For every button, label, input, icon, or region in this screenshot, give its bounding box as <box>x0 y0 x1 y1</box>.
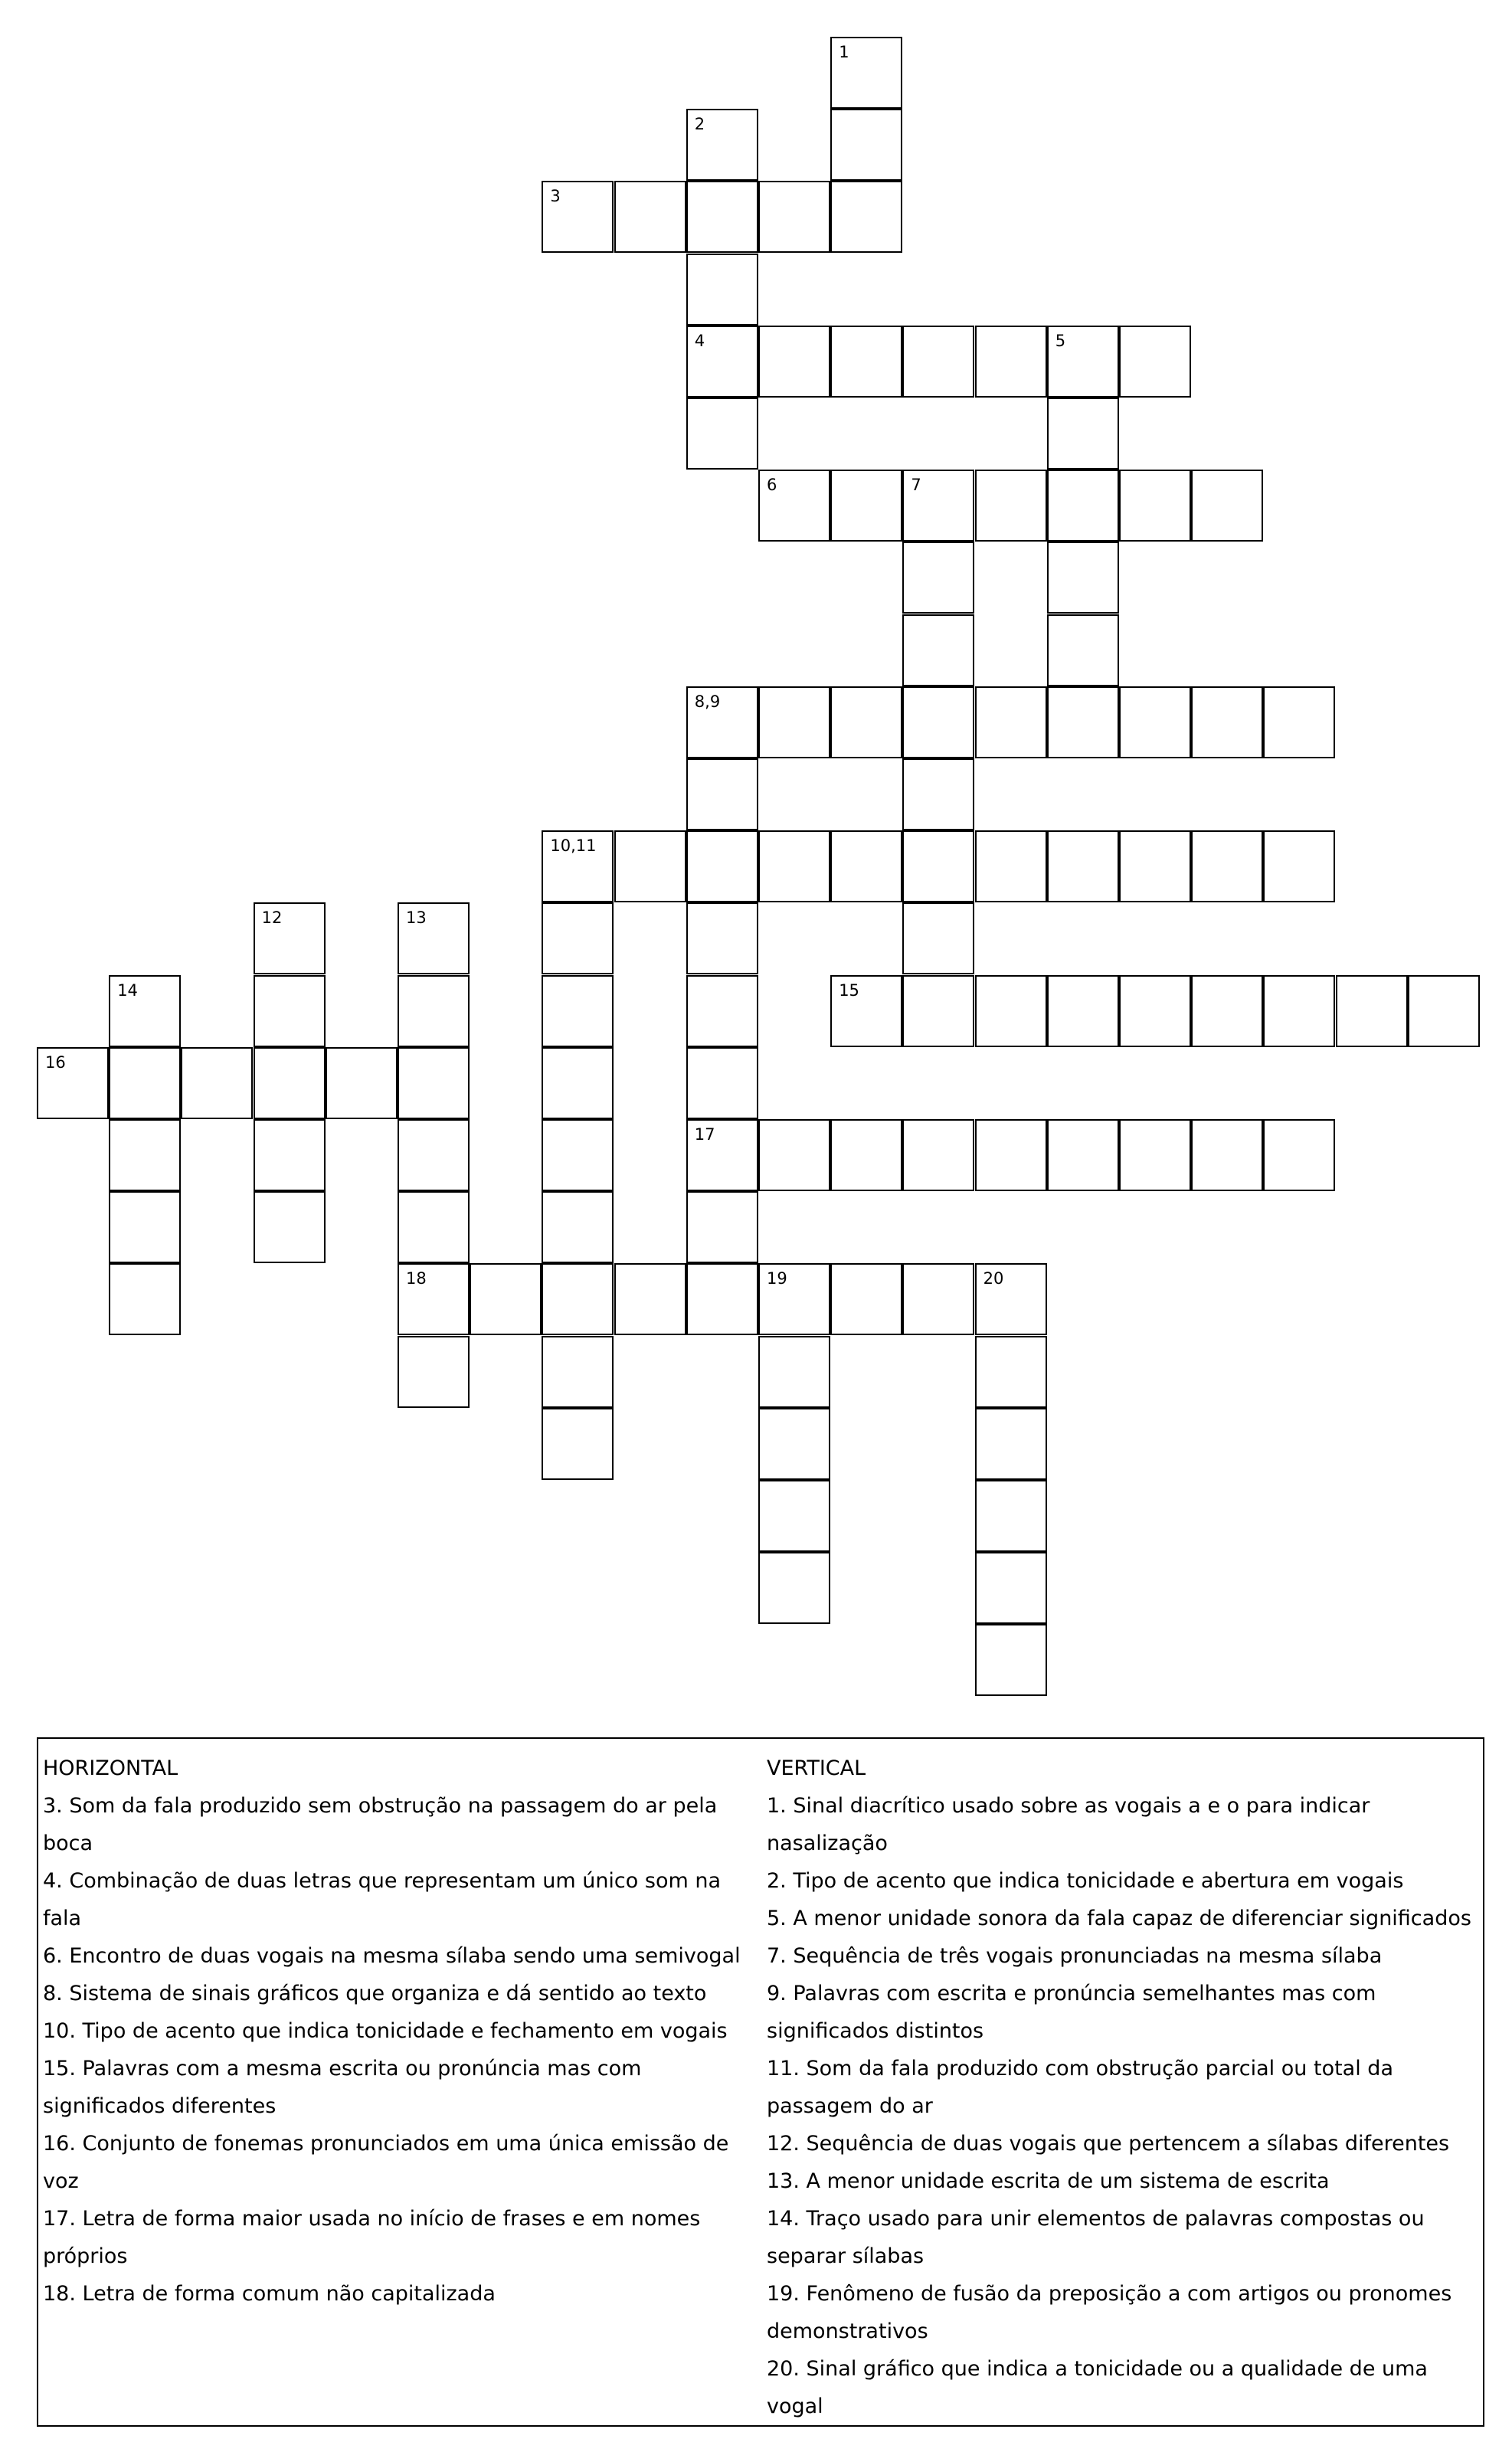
clue-line: 6. Encontro de duas vogais na mesma sílaba sendo uma semivogal <box>43 1944 741 1968</box>
crossword-cell[interactable] <box>1119 975 1191 1047</box>
crossword-cell[interactable] <box>326 1047 398 1119</box>
crossword-cell[interactable] <box>830 975 902 1047</box>
clue-number: 10,11 <box>550 836 597 856</box>
crossword-cell[interactable] <box>1263 830 1335 902</box>
crossword-cell[interactable] <box>1336 975 1408 1047</box>
clues-box <box>37 1737 1484 2427</box>
crossword-cell[interactable] <box>1047 326 1119 398</box>
clue-number: 8,9 <box>694 692 721 711</box>
crossword-cell[interactable] <box>902 1263 974 1335</box>
crossword-cell[interactable] <box>758 326 830 398</box>
clue-line: 12. Sequência de duas vogais que pertencem a sílabas diferentes <box>767 2132 1450 2156</box>
crossword-cell[interactable] <box>975 1336 1047 1408</box>
clue-line: 15. Palavras com a mesma escrita ou pronúncia mas com <box>43 2057 642 2080</box>
crossword-cell[interactable] <box>830 37 902 109</box>
crossword-cell[interactable] <box>1047 830 1119 902</box>
crossword-cell[interactable] <box>975 1480 1047 1552</box>
clue-number: 3 <box>550 187 561 206</box>
crossword-cell[interactable] <box>398 1191 470 1263</box>
crossword-cell[interactable] <box>975 470 1047 542</box>
crossword-cell[interactable] <box>398 1336 470 1408</box>
crossword-cell[interactable] <box>975 326 1047 398</box>
crossword-cell[interactable] <box>1119 1119 1191 1191</box>
crossword-cell[interactable] <box>109 1191 181 1263</box>
crossword-cell[interactable] <box>686 830 758 902</box>
crossword-cell[interactable] <box>1047 398 1119 470</box>
crossword-cell[interactable] <box>902 975 974 1047</box>
clue-number: 12 <box>261 908 283 928</box>
crossword-cell[interactable] <box>830 181 902 253</box>
crossword-cell[interactable] <box>542 902 614 974</box>
crossword-cell[interactable] <box>686 109 758 181</box>
crossword-cell[interactable] <box>1263 975 1335 1047</box>
clue-number: 14 <box>117 980 138 1000</box>
clue-line: 7. Sequência de três vogais pronunciadas na mesma sílaba <box>767 1944 1383 1968</box>
crossword-cell[interactable] <box>398 975 470 1047</box>
crossword-cell[interactable] <box>37 1047 109 1119</box>
crossword-cell[interactable] <box>686 181 758 253</box>
clue-number: 20 <box>983 1269 1004 1288</box>
horizontal-heading: HORIZONTAL <box>43 1756 178 1780</box>
clue-line: boca <box>43 1832 93 1855</box>
crossword-cell[interactable] <box>254 1191 326 1263</box>
clue-number: 6 <box>767 476 777 495</box>
crossword-cell[interactable] <box>686 254 758 326</box>
clue-line: 11. Som da fala produzido com obstrução parcial ou total da <box>767 2057 1393 2080</box>
crossword-cell[interactable] <box>470 1263 542 1335</box>
clue-line: voz <box>43 2169 79 2193</box>
crossword-cell[interactable] <box>902 326 974 398</box>
crossword-cell[interactable] <box>686 398 758 470</box>
crossword-cell[interactable] <box>398 1263 470 1335</box>
crossword-cell[interactable] <box>542 1336 614 1408</box>
clue-number: 17 <box>694 1125 715 1144</box>
crossword-cell[interactable] <box>542 1191 614 1263</box>
crossword-cell[interactable] <box>254 1047 326 1119</box>
crossword-cell[interactable] <box>1191 686 1263 758</box>
crossword-cell[interactable] <box>975 1408 1047 1480</box>
crossword-cell[interactable] <box>1119 470 1191 542</box>
clue-line: 4. Combinação de duas letras que representam um único som na fala <box>43 1869 722 1930</box>
crossword-cell[interactable] <box>830 470 902 542</box>
crossword-cell[interactable] <box>1047 975 1119 1047</box>
crossword-cell[interactable] <box>542 975 614 1047</box>
clue-line: 13. A menor unidade escrita de um sistema de escrita <box>767 2169 1330 2193</box>
crossword-cell[interactable] <box>830 326 902 398</box>
clue-line: 10. Tipo de acento que indica tonicidade e fechamento em vogais <box>43 2019 728 2043</box>
crossword-cell[interactable] <box>254 975 326 1047</box>
crossword-cell[interactable] <box>902 758 974 830</box>
crossword-cell[interactable] <box>830 1263 902 1335</box>
vertical-heading: VERTICAL <box>767 1756 866 1780</box>
crossword-cell[interactable] <box>975 1624 1047 1696</box>
crossword-cell[interactable] <box>542 1408 614 1480</box>
crossword-cell[interactable] <box>109 1047 181 1119</box>
clue-line: 5. A menor unidade sonora da fala capaz de diferenciar significados <box>767 1907 1471 1930</box>
crossword-cell[interactable] <box>758 830 830 902</box>
crossword-cell[interactable] <box>686 326 758 398</box>
crossword-cell[interactable] <box>686 1263 758 1335</box>
crossword-cell[interactable] <box>542 181 614 253</box>
crossword-cell[interactable] <box>975 975 1047 1047</box>
clue-line: 18. Letra de forma comum não capitalizada <box>43 2282 496 2306</box>
crossword-cell[interactable] <box>975 686 1047 758</box>
clue-number: 1 <box>839 43 849 61</box>
crossword-cell[interactable] <box>686 686 758 758</box>
clue-line: 20. Sinal gráfico que indica a tonicidade ou a qualidade de uma vogal <box>767 2357 1428 2418</box>
crossword-cell[interactable] <box>686 1191 758 1263</box>
vertical-clues <box>767 1750 1483 2425</box>
crossword-cell[interactable] <box>1047 470 1119 542</box>
clue-number: 4 <box>694 331 705 350</box>
clue-number: 18 <box>406 1269 427 1288</box>
clue-line: significados diferentes <box>43 2094 277 2118</box>
clue-line: passagem do ar <box>767 2094 933 2118</box>
clue-line: 2. Tipo de acento que indica tonicidade e abertura em vogais <box>767 1869 1404 1893</box>
crossword-cell[interactable] <box>1191 1119 1263 1191</box>
crossword-cell[interactable] <box>758 181 830 253</box>
crossword-cell[interactable] <box>686 902 758 974</box>
crossword-cell[interactable] <box>614 181 686 253</box>
crossword-cell[interactable] <box>758 1552 830 1624</box>
crossword-cell[interactable] <box>109 1119 181 1191</box>
crossword-cell[interactable] <box>975 1552 1047 1624</box>
clue-line: 1. Sinal diacrítico usado sobre as vogais a e o para indicar <box>767 1794 1370 1818</box>
crossword-cell[interactable] <box>1119 326 1191 398</box>
clue-line: 3. Som da fala produzido sem obstrução na passagem do ar pela <box>43 1794 718 1818</box>
crossword-cell[interactable] <box>1047 1119 1119 1191</box>
crossword-cell[interactable] <box>830 109 902 181</box>
crossword-cell[interactable] <box>758 1263 830 1335</box>
crossword-cell[interactable] <box>758 1408 830 1480</box>
crossword-cell[interactable] <box>902 902 974 974</box>
crossword-cell[interactable] <box>1191 830 1263 902</box>
crossword-cell[interactable] <box>398 902 470 974</box>
clue-line: próprios <box>43 2244 128 2268</box>
crossword-cell[interactable] <box>1408 975 1480 1047</box>
crossword-cell[interactable] <box>902 830 974 902</box>
crossword-cell[interactable] <box>1119 686 1191 758</box>
crossword-cell[interactable] <box>398 1119 470 1191</box>
clue-number: 19 <box>767 1269 787 1288</box>
clue-line: 9. Palavras com escrita e pronúncia semelhantes mas com <box>767 1982 1376 2005</box>
crossword-cell[interactable] <box>975 1263 1047 1335</box>
clue-number: 7 <box>911 476 921 495</box>
clue-line: 17. Letra de forma maior usada no início de frases e em nomes <box>43 2207 701 2231</box>
clue-number: 5 <box>1055 331 1066 350</box>
clue-line: 14. Traço usado para unir elementos de palavras compostas ou <box>767 2207 1425 2231</box>
clue-line: demonstrativos <box>767 2319 928 2343</box>
crossword-cell[interactable] <box>109 1263 181 1335</box>
clue-line: 16. Conjunto de fonemas pronunciados em uma única emissão de <box>43 2132 729 2156</box>
crossword-cell[interactable] <box>758 1119 830 1191</box>
crossword-cell[interactable] <box>1047 542 1119 614</box>
crossword-cell[interactable] <box>686 1047 758 1119</box>
crossword-cell[interactable] <box>254 1119 326 1191</box>
crossword-cell[interactable] <box>686 758 758 830</box>
horizontal-clues <box>43 1750 759 2313</box>
crossword-cell[interactable] <box>1191 470 1263 542</box>
crossword-cell[interactable] <box>1263 686 1335 758</box>
crossword-cell[interactable] <box>181 1047 253 1119</box>
crossword-cell[interactable] <box>1263 1119 1335 1191</box>
crossword-cell[interactable] <box>398 1047 470 1119</box>
crossword-cell[interactable] <box>902 1119 974 1191</box>
crossword-cell[interactable] <box>1047 686 1119 758</box>
crossword-cell[interactable] <box>902 542 974 614</box>
crossword-cell[interactable] <box>758 686 830 758</box>
crossword-cell[interactable] <box>542 1119 614 1191</box>
crossword-cell[interactable] <box>1191 975 1263 1047</box>
crossword-cell[interactable] <box>902 470 974 542</box>
crossword-cell[interactable] <box>686 975 758 1047</box>
crossword-cell[interactable] <box>614 830 686 902</box>
crossword-cell[interactable] <box>975 830 1047 902</box>
clue-number: 2 <box>694 115 705 134</box>
clue-number: 15 <box>839 980 859 1000</box>
crossword-cell[interactable] <box>902 686 974 758</box>
crossword-cell[interactable] <box>975 1119 1047 1191</box>
clue-line: nasalização <box>767 1832 888 1855</box>
crossword-cell[interactable] <box>1119 830 1191 902</box>
crossword-cell[interactable] <box>254 902 326 974</box>
crossword-cell[interactable] <box>686 1119 758 1191</box>
clue-number: 13 <box>406 908 427 928</box>
crossword-cell[interactable] <box>542 830 614 902</box>
crossword-cell[interactable] <box>758 1336 830 1408</box>
crossword-cell[interactable] <box>758 470 830 542</box>
clue-line: separar sílabas <box>767 2244 925 2268</box>
crossword-cell[interactable] <box>542 1047 614 1119</box>
crossword-cell[interactable] <box>830 686 902 758</box>
crossword-cell[interactable] <box>758 1480 830 1552</box>
crossword-cell[interactable] <box>830 1119 902 1191</box>
crossword-cell[interactable] <box>109 975 181 1047</box>
crossword-cell[interactable] <box>902 614 974 686</box>
clue-line: 8. Sistema de sinais gráficos que organiza e dá sentido ao texto <box>43 1982 707 2005</box>
crossword-cell[interactable] <box>614 1263 686 1335</box>
crossword-cell[interactable] <box>830 830 902 902</box>
clue-line: significados distintos <box>767 2019 984 2043</box>
crossword-cell[interactable] <box>1047 614 1119 686</box>
crossword-cell[interactable] <box>542 1263 614 1335</box>
clue-number: 16 <box>45 1052 66 1072</box>
clue-line: 19. Fenômeno de fusão da preposição a com artigos ou pronomes <box>767 2282 1452 2306</box>
